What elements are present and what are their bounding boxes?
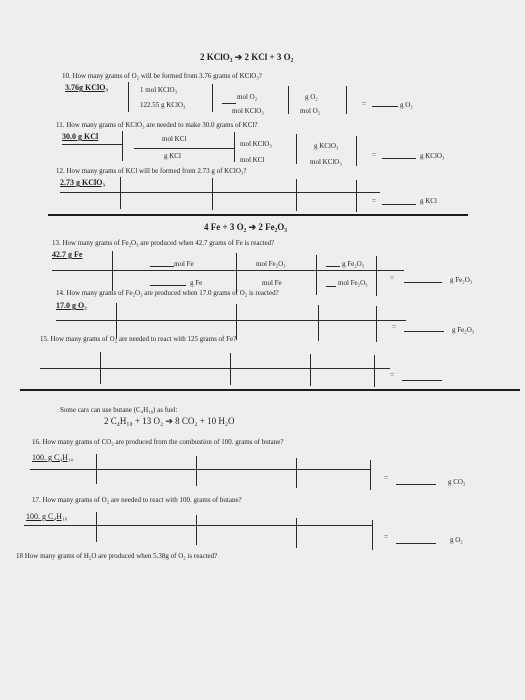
q13-factor2-bottom: mol Fe [262,279,282,287]
worksheet-page: 2 KClO₃ ➔ 2 KCl + 3 O₂ 10. How many grams of O₂ will be formed from 3.76 grams of KClO₃? 3.76g KClO₃ 1 mol KClO₃ 122.55 g KClO₃ mol O₂ mol KClO₃ g O₂ mol O₂ = g O₂ 11. How many grams of KClO₃ are needed to make 30.0 grams of KCl? 30.0 g KCl mol KCl g KCl mol KClO₃ mol KCl g KClO₃ mol KClO₃ = g KClO₃ 12. How many grams of KCl will be formed from 2.73 g of KClO₃? 2.73 g KClO₃ = g KCl 4 Fe + 3 O₂ ➔ 2 Fe₂O₃ 13. How many grams of Fe₂O₃ are produced when 42.7 grams of Fe is reacted? 42.7 g Fe mol Fe g Fe mol Fe₂O₃ mol Fe g Fe₂O₃ mol Fe₂O₃ = g Fe₂O₃ 14. How many grams of Fe₂O₃ are produced when 17.0 grams of O₂ is reacted? 17.0 g O₂ = g Fe₂O₃ 15. How many grams of O₂ are needed to react with 125 grams of Fe? = Some cars can use butane (C₄H₁₀) as fuel: 2 C₄H₁₀ + 13 O₂ ➔ 8 CO₂ + 10 H₂O 16. How many grams of CO₂ are produced from the combustion of 100. grams of butane? 100. g C₄H₁₀ = g CO₂ 17. How many grams of O₂ are needed to react with 100. grams of butane? 100. g C₄H₁₀ = g O₂ 18 How many grams of H₂O are produced when 5.38g of O₂ is reacted? [0,0,525,700]
equation-fe: 4 Fe + 3 O₂ ➔ 2 Fe₂O₃ [204,222,287,232]
q12-given: 2.73 g KClO₃ [60,178,105,187]
q12-unit: g KCl [420,197,437,205]
q11-unit: g KClO₃ [420,152,445,160]
section-divider-1 [48,214,468,216]
q14-answer-line [404,331,444,332]
q13-divider-1 [112,251,113,291]
question-12: 12. How many grams of KCl will be formed from 2.73 g of KClO₃? [56,167,247,175]
q14-unit: g Fe₂O₃ [452,326,475,334]
q11-factor2-bottom: mol KCl [240,156,265,164]
q16-unit: g CO₂ [448,478,466,486]
q10-unit: g O₂ [400,101,413,109]
q13-factor2-top: mol Fe₂O₃ [256,260,286,268]
question-16: 16. How many grams of CO₂ are produced from the combustion of 100. grams of butane? [32,438,284,446]
question-17: 17. How many grams of O₂ are needed to react with 100. grams of butane? [32,496,242,504]
q12-answer-line [382,204,416,205]
question-18: 18 How many grams of H₂O are produced when 5.38g of O₂ is reacted? [16,552,218,560]
q10-divider-1 [128,82,129,112]
q11-divider-3 [296,134,297,164]
question-11: 11. How many grams of KClO₃ are needed to make 30.0 grams of KCl? [56,121,258,129]
q11-factor3-bottom: mol KClO₃ [310,158,342,166]
q16-given: 100. g C₄H₁₀ [32,453,74,462]
q13-divider-3 [316,255,317,295]
q10-divider-2 [212,84,213,112]
q13-answer-line [404,282,442,283]
equation-butane: 2 C₄H₁₀ + 13 O₂ ➔ 8 CO₂ + 10 H₂O [104,416,235,426]
q10-divider-4 [346,86,347,114]
section-divider-2 [20,389,520,391]
q10-given: 3.76g KClO₃ [65,83,108,92]
question-10: 10. How many grams of O₂ will be formed from 3.76 grams of KClO₃? [62,72,262,80]
q11-answer-line [382,158,416,159]
butane-intro: Some cars can use butane (C₄H₁₀) as fuel: [60,406,178,414]
q13-unit: g Fe₂O₃ [450,276,473,284]
question-13: 13. How many grams of Fe₂O₃ are produced when 42.7 grams of Fe is reacted? [52,239,275,247]
q17-answer-line [396,543,436,544]
q10-factor3-top: g O₂ [305,93,318,101]
question-14: 14. How many grams of Fe₂O₃ are produced when 17.0 grams of O₂ is reacted? [56,289,279,297]
q14-given: 17.0 g O₂ [56,301,87,310]
q10-factor2-top: mol O₂ [237,93,258,101]
q13-divider-2 [236,253,237,293]
q11-divider-1 [122,131,123,161]
q15-answer-line [402,380,442,381]
q13-given: 42.7 g Fe [52,250,83,259]
q11-factor1-top: mol KCl [162,135,187,143]
q13-factor1-top: mol Fe [174,260,194,268]
q11-factor2-top: mol KClO₃ [240,140,272,148]
q10-factor3-bottom: mol O₂ [300,107,321,115]
q11-divider-2 [234,132,235,162]
q10-factor2-bottom: mol KClO₃ [232,107,264,115]
equation-kclo3: 2 KClO₃ ➔ 2 KCl + 3 O₂ [200,52,294,62]
q11-factor3-top: g KClO₃ [314,142,339,150]
q17-given: 100. g C₄H₁₀ [26,512,68,521]
q11-divider-4 [356,136,357,166]
q10-divider-3 [288,86,289,114]
q13-factor3-top: g Fe₂O₃ [342,260,365,268]
q10-factor1-top: 1 mol KClO₃ [140,86,178,94]
q11-factor1-bottom: g KCl [164,152,181,160]
q11-given: 30.0 g KCl [62,132,99,141]
q13-factor3-bottom: mol Fe₂O₃ [338,279,368,287]
q17-unit: g O₂ [450,536,463,544]
question-15: 15. How many grams of O₂ are needed to react with 125 grams of Fe? [40,335,237,343]
q10-factor1-bottom: 122.55 g KClO₃ [140,101,186,109]
q13-factor1-bottom: g Fe [190,279,203,287]
q16-answer-line [396,484,436,485]
q10-answer-line [372,106,398,107]
q13-divider-4 [376,256,377,296]
